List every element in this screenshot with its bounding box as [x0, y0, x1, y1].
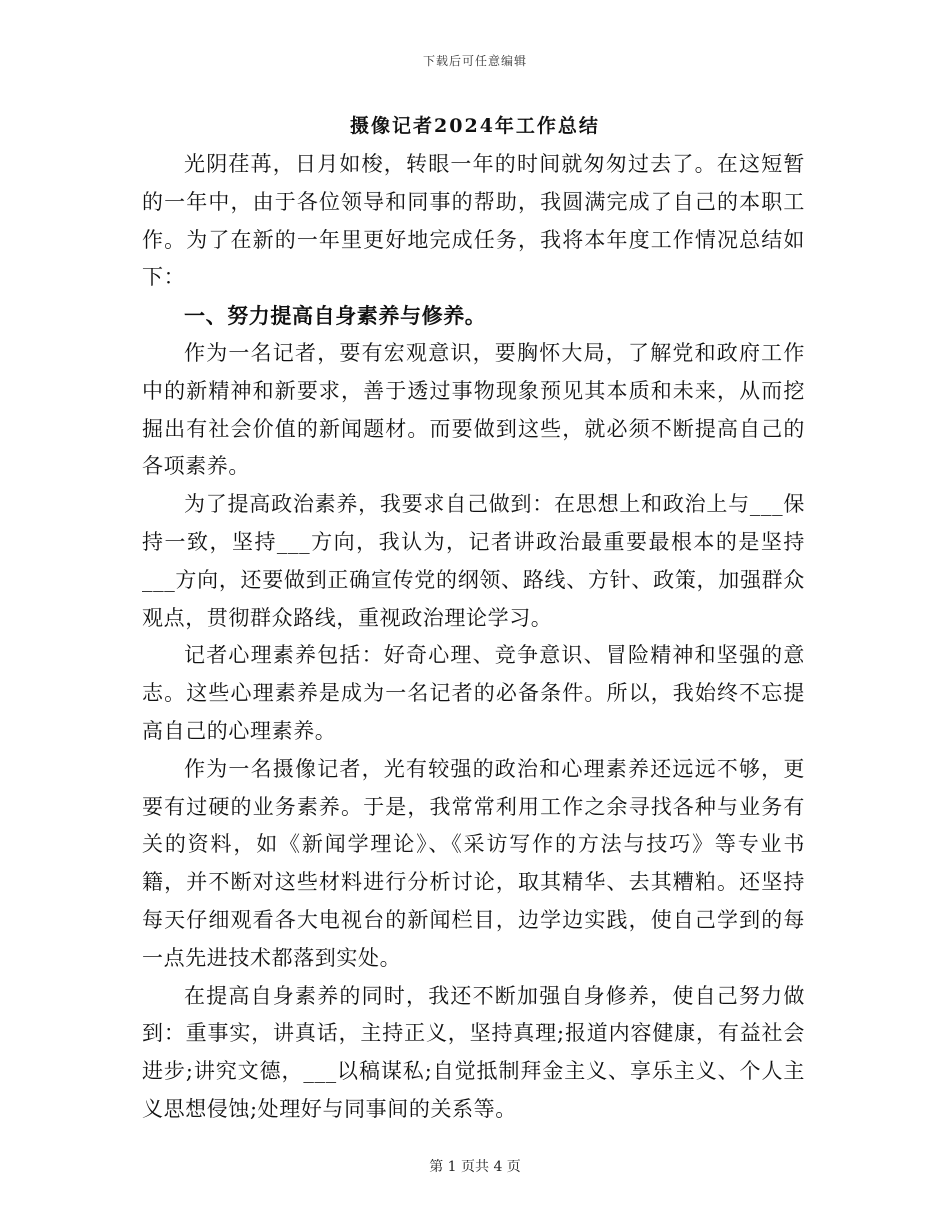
document-title: 摄像记者2024年工作总结 — [350, 115, 600, 137]
paragraph-professional-literacy: 作为一名摄像记者，光有较强的政治和心理素养还远远不够，更要有过硬的业务素养。于是，我常常利用工作之余寻找各种与业务有关的资料，如《新闻学理论》、《采访写作的方法与技巧》等专业书籍，并不断对这些材料进行分析讨论，取其精华、去其糟粕。还坚持每天仔细观看各大电视台的新闻栏目，边学边实践，使自己学到的每一点先进技术都落到实处。 — [142, 756, 805, 970]
paragraph-macro-awareness: 作为一名记者，要有宏观意识，要胸怀大局，了解党和政府工作中的新精神和新要求，善于透过事物现象预见其本质和未来，从而挖掘出有社会价值的新闻题材。而要做到这些，就必须不断提高自己的各项素养。 — [142, 340, 805, 479]
page-number: 第 1 页共 4 页 — [429, 1159, 521, 1175]
paragraph-political-literacy: 为了提高政治素养，我要求自己做到：在思想上和政治上与___保持一致，坚持___方向，我认为，记者讲政治最重要最根本的是坚持___方向，还要做到正确宣传党的纲领、路线、方针、政策，加强群众观点，贯彻群众路线，重视政治理论学习。 — [142, 492, 805, 630]
document-body — [142, 146, 805, 1129]
section-heading-1: 一、努力提高自身素养与修养。 — [184, 303, 487, 329]
paragraph-intro: 光阴荏苒，日月如梭，转眼一年的时间就匆匆过去了。在这短暂的一年中，由于各位领导和同事的帮助，我圆满完成了自己的本职工作。为了在新的一年里更好地完成任务，我将本年度工作情况总结如下： — [142, 152, 805, 290]
header-note: 下载后可任意编辑 — [422, 54, 527, 68]
paragraph-self-cultivation: 在提高自身素养的同时，我还不断加强自身修养，使自己努力做到：重事实，讲真话，主持正义，坚持真理;报道内容健康，有益社会进步;讲究文德，___以稿谋私;自觉抵制拜金主义、享乐主义、个人主义思想侵蚀;处理好与同事间的关系等。 — [142, 983, 805, 1121]
paragraph-psychological-literacy: 记者心理素养包括：好奇心理、竞争意识、冒险精神和坚强的意志。这些心理素养是成为一名记者的必备条件。所以，我始终不忘提高自己的心理素养。 — [142, 643, 805, 743]
